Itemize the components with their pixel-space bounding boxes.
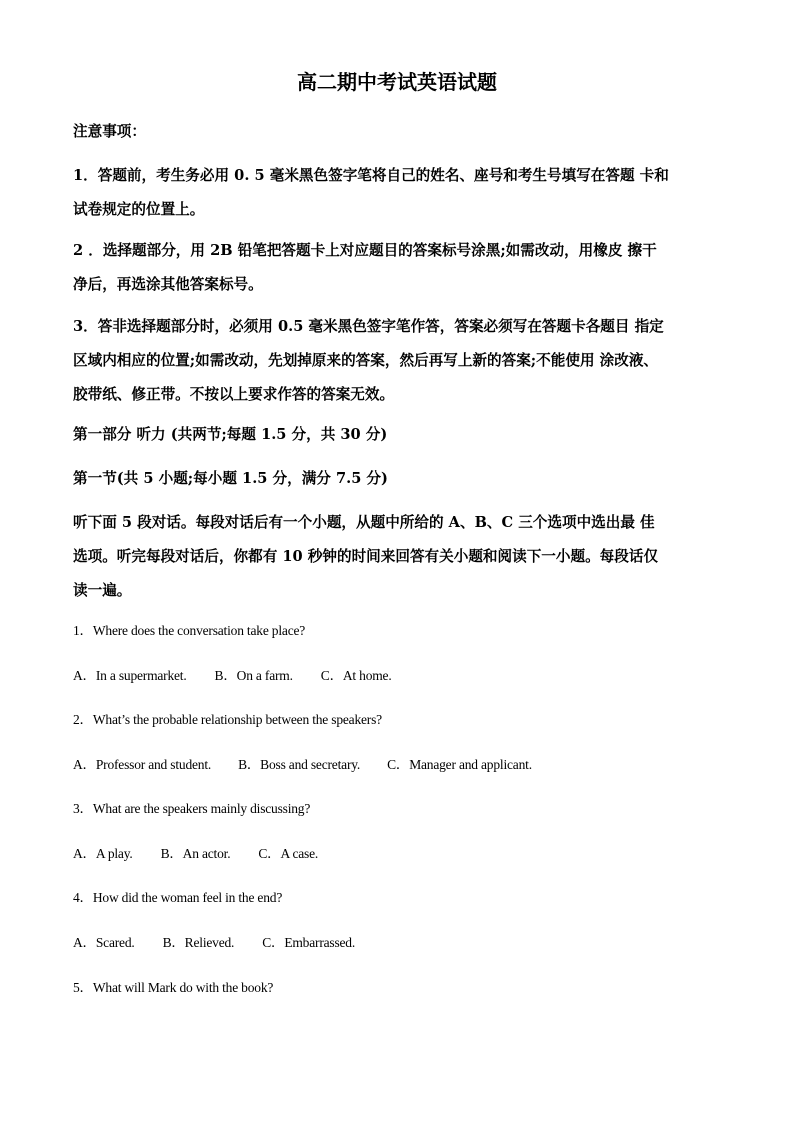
notice-3-line-3: 胶带纸、修正带。不按以上要求作答的答案无效。: [73, 386, 395, 403]
question-4-option-b: B．Relieved.: [162, 935, 235, 950]
notice-2-line-2: 净后，再选涂其他答案标号。: [73, 276, 263, 293]
notice-item-1: [73, 166, 723, 234]
question-2-option-a: A．Professor and student.: [73, 757, 212, 772]
notice-3-line-1: 3．答非选择题部分时，必须用 0.5 毫米黑色签字笔作答，答案必须写在答题卡各题目 指定: [73, 318, 664, 335]
question-1-option-b: B．On a farm.: [214, 668, 293, 683]
question-4-option-a: A．Scared.: [73, 935, 135, 950]
question-2-option-b: B．Boss and secretary.: [238, 757, 361, 772]
question-3-option-a: A．A play.: [73, 846, 133, 861]
notice-1-line-2: 试卷规定的位置上。: [73, 201, 205, 218]
notice-1-line-1: 1．答题前，考生务必用 0. 5 毫米黑色签字笔将自己的姓名、座号和考生号填写在答题 卡和: [73, 167, 669, 184]
question-3-options: [73, 845, 318, 863]
question-4-options: [73, 934, 355, 952]
section-one-heading: 第一节(共 5 小题;每小题 1.5 分，满分 7.5 分): [73, 470, 388, 487]
question-1-stem: 1．Where does the conversation take place?: [73, 623, 306, 638]
question-4-option-c: C．Embarrassed.: [262, 935, 356, 950]
question-1-option-c: C．At home.: [320, 668, 392, 683]
listening-instructions: [73, 513, 723, 615]
question-2-options: [73, 756, 532, 774]
instructions-line-2: 选项。听完每段对话后，你都有 10 秒钟的时间来回答有关小题和阅读下一小题。每段话仅: [73, 548, 659, 565]
question-5-stem: 5．What will Mark do with the book?: [73, 980, 274, 995]
notice-2-line-1: 2 ．选择题部分，用 2B 铅笔把答题卡上对应题目的答案标号涂黑;如需改动，用橡皮 擦干: [73, 242, 657, 259]
question-4-stem: 4．How did the woman feel in the end?: [73, 890, 283, 905]
instructions-line-1: 听下面 5 段对话。每段对话后有一个小题，从题中所给的 A、B、C 三个选项中选出最 佳: [73, 514, 655, 531]
question-3-option-c: C．A case.: [258, 846, 319, 861]
part-one-heading: 第一部分 听力 (共两节;每题 1.5 分，共 30 分): [73, 426, 388, 443]
notice-item-2: [73, 241, 723, 309]
question-2-option-c: C．Manager and applicant.: [387, 757, 532, 772]
question-1-option-a: A．In a supermarket.: [73, 668, 187, 683]
notice-3-line-2: 区域内相应的位置;如需改动，先划掉原来的答案，然后再写上新的答案;不能使用 涂改液、: [73, 352, 659, 369]
question-1-options: [73, 667, 392, 685]
question-3-stem: 3．What are the speakers mainly discussing?: [73, 801, 311, 816]
instructions-line-3: 读一遍。: [73, 582, 132, 599]
notice-heading: 注意事项：: [73, 123, 146, 140]
notice-item-3: [73, 317, 723, 419]
question-3-option-b: B．An actor.: [160, 846, 231, 861]
page-title: 高二期中考试英语试题: [297, 70, 497, 94]
question-2-stem: 2．What’s the probable relationship between the speakers?: [73, 712, 382, 727]
